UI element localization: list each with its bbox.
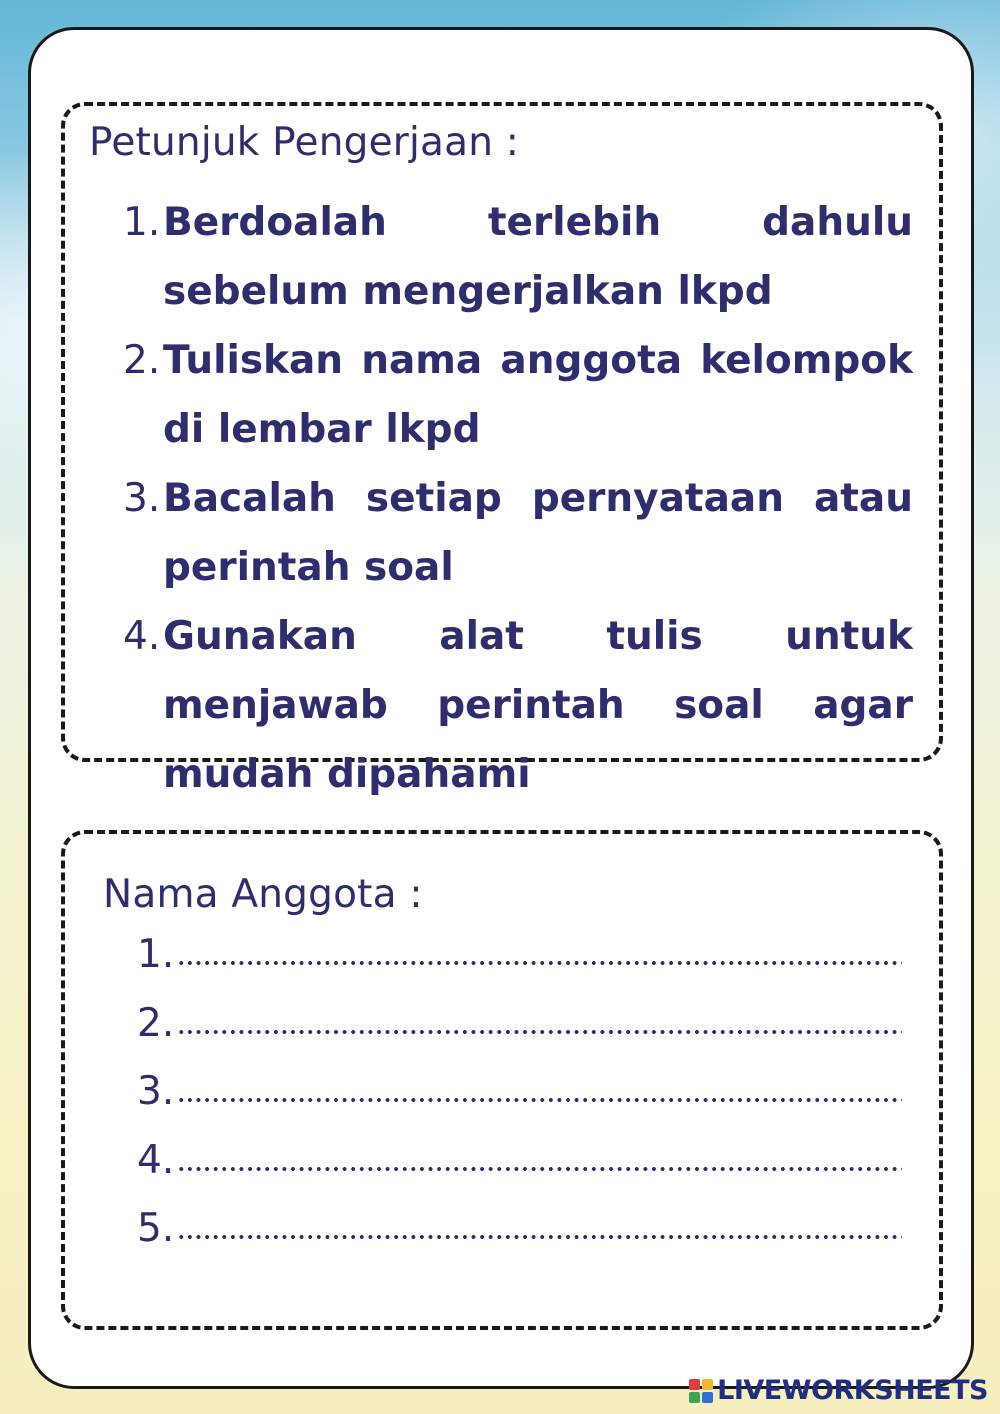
item-number: 3. [123, 476, 161, 521]
member-name-line[interactable] [177, 961, 902, 965]
list-item [123, 464, 913, 602]
member-number: 5. [137, 1206, 175, 1251]
item-number: 1. [123, 200, 161, 245]
instructions-list [123, 188, 913, 809]
item-number: 4. [123, 614, 161, 659]
worksheet-card [28, 27, 974, 1389]
members-list [137, 932, 902, 1275]
member-row [137, 932, 902, 1001]
list-item [123, 602, 913, 809]
member-name-line[interactable] [177, 1098, 902, 1102]
member-number: 3. [137, 1069, 175, 1114]
liveworksheets-brand[interactable] [689, 1375, 988, 1406]
item-text: Gunakan alat tulis untuk menjawab perintah soal agar mudah dipahami [163, 614, 913, 797]
members-box [61, 830, 943, 1330]
item-number: 2. [123, 338, 161, 383]
member-row [137, 1206, 902, 1275]
instructions-heading: Petunjuk Pengerjaan : [89, 120, 520, 165]
instructions-box [61, 102, 943, 797]
item-text: Tuliskan nama anggota kelompok di lembar lkpd [163, 338, 913, 452]
list-item [123, 188, 913, 326]
member-number: 4. [137, 1137, 175, 1183]
member-name-line[interactable] [177, 1030, 902, 1034]
list-item [123, 326, 913, 464]
members-heading: Nama Anggota : [103, 872, 423, 917]
member-row [137, 1138, 902, 1207]
liveworksheets-logo-icon [689, 1379, 713, 1403]
member-name-line[interactable] [177, 1167, 902, 1171]
member-row [137, 1069, 902, 1138]
member-number: 1. [137, 932, 175, 977]
member-row [137, 1001, 902, 1070]
item-text: Berdoalah terlebih dahulu sebelum mengerjalkan lkpd [163, 200, 913, 314]
member-number: 2. [137, 1000, 175, 1046]
brand-text: LIVEWORKSHEETS [717, 1375, 988, 1406]
item-text: Bacalah setiap pernyataan atau perintah soal [163, 476, 913, 590]
member-name-line[interactable] [177, 1235, 902, 1239]
